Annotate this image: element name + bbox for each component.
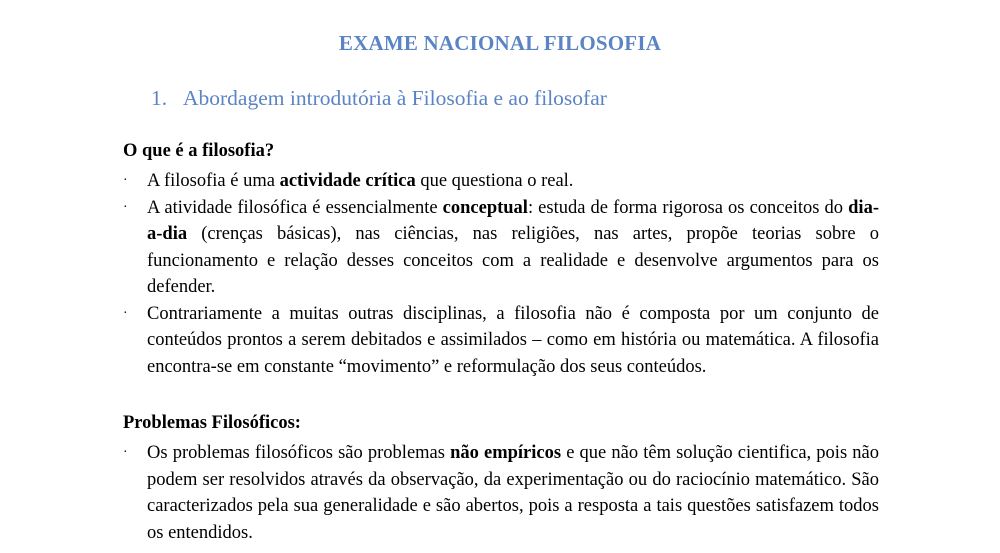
bold-term: não empíricos	[450, 443, 562, 463]
bullet-item	[123, 301, 879, 381]
bullet-icon: ·	[123, 445, 128, 460]
subheading-philosophical-problems: Problemas Filosóficos:	[123, 413, 301, 433]
bullet-item	[123, 168, 879, 195]
text-run: A atividade filosófica é essencialmente	[147, 197, 443, 218]
subheading-what-is-philosophy: O que é a filosofia?	[123, 141, 275, 161]
bullet-icon: ·	[123, 305, 128, 321]
section-number: 1.	[151, 86, 168, 110]
bold-term: dia-a-dia	[147, 197, 879, 244]
bullet-icon: ·	[123, 173, 128, 188]
document-title: EXAME NACIONAL FILOSOFIA	[338, 31, 662, 55]
bullet-text	[147, 198, 879, 298]
bullet-list-philosophical-problems	[123, 440, 879, 546]
text-run: Contrariamente a muitas outras disciplinas, a filosofia não é composta por um conjunto de conteúdos prontos a serem debitados e assimilados – como em história ou matemática. A filosofia encontra-se em constante “movimento” e reformulação dos seus conteúdos.	[147, 303, 879, 377]
text-run: : estuda de forma rigorosa os conceitos do	[527, 197, 849, 218]
section-heading	[151, 86, 607, 111]
section-title: Abordagem introdutória à Filosofia e ao filosofar	[183, 86, 607, 110]
bullet-item	[123, 195, 879, 301]
text-run: A filosofia é uma	[147, 171, 280, 191]
text-run: (crenças básicas), nas ciências, nas religiões, nas artes, propõe teorias sobre o funcionamento e relação desses conceitos com a realidade e desenvolve argumentos para os defender.	[147, 224, 879, 297]
bullet-icon: ·	[123, 199, 128, 215]
text-run: Os problemas filosóficos são problemas	[147, 443, 451, 463]
text-run: e que não têm solução cientifica, pois não podem ser resolvidos através da observação, da experimentação ou do raciocínio matemático. São caracterizados pela sua generalidade e são abertos, pois a resposta a tais questões satisfazem todos os entendidos.	[147, 443, 879, 543]
bold-term: conceptual	[442, 197, 528, 218]
bold-term: actividade crítica	[279, 171, 416, 191]
bullet-text	[147, 171, 573, 191]
text-run: que questiona o real.	[415, 171, 574, 191]
bullet-text	[147, 443, 879, 543]
bullet-item	[123, 440, 879, 546]
bullet-text	[147, 304, 879, 377]
bullet-list-what-is-philosophy	[123, 168, 879, 380]
